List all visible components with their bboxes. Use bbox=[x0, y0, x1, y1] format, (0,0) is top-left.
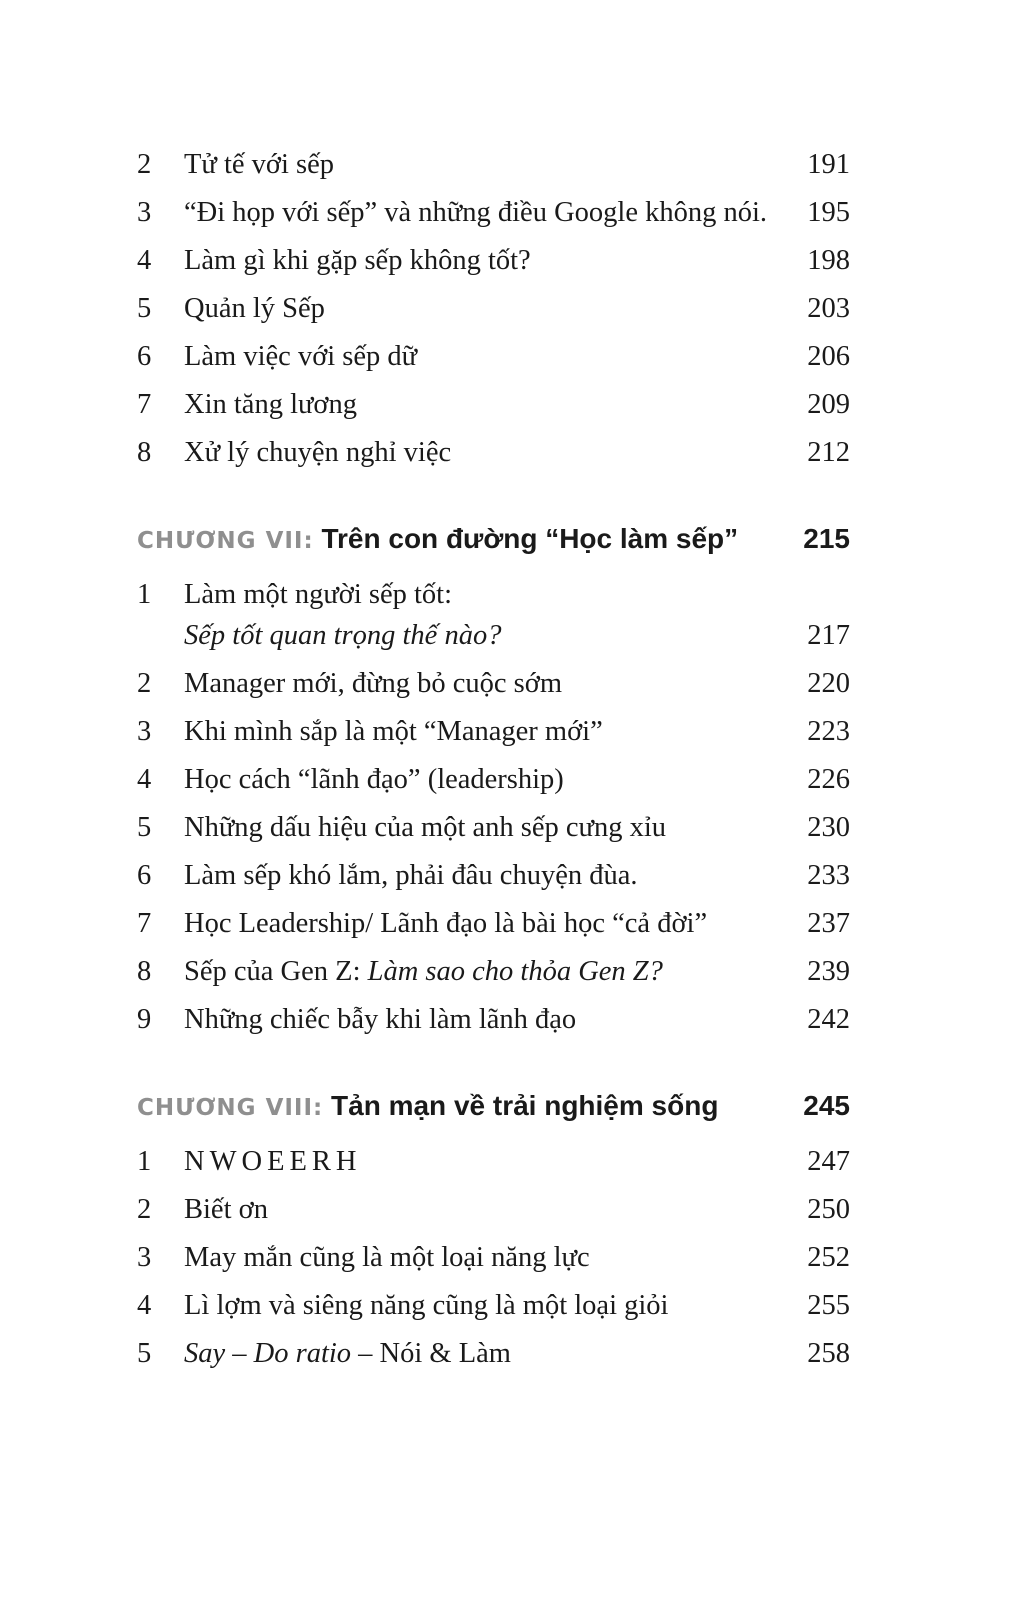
entry-number: 8 bbox=[137, 437, 152, 468]
entry-title: Học cách “lãnh đạo” (leadership) bbox=[184, 764, 564, 795]
toc-entry[interactable] bbox=[137, 333, 850, 381]
toc-entry[interactable] bbox=[137, 571, 850, 660]
entry-title bbox=[184, 1330, 511, 1378]
entry-page: 212 bbox=[807, 437, 850, 468]
entry-title bbox=[184, 948, 663, 996]
entry-number: 2 bbox=[137, 149, 152, 180]
chapter-title: Trên con đường “Học làm sếp” bbox=[321, 523, 739, 554]
entry-number: 3 bbox=[137, 1242, 152, 1273]
toc-entry[interactable] bbox=[137, 852, 850, 900]
entry-number: 2 bbox=[137, 1194, 152, 1225]
entry-number: 3 bbox=[137, 197, 152, 228]
toc-entry[interactable] bbox=[137, 1186, 850, 1234]
entry-number: 4 bbox=[137, 1290, 152, 1321]
entry-title: Tử tế với sếp bbox=[184, 149, 335, 180]
entry-title: Làm việc với sếp dữ bbox=[184, 341, 418, 372]
toc-entry[interactable] bbox=[137, 237, 850, 285]
entry-title: Xử lý chuyện nghỉ việc bbox=[184, 437, 452, 468]
entry-title: Lì lợm và siêng năng cũng là một loại giỏi bbox=[184, 1290, 669, 1321]
chapter-title: Tản mạn về trải nghiệm sống bbox=[331, 1090, 719, 1121]
entry-subtitle: Sếp tốt quan trọng thế nào? bbox=[184, 620, 502, 651]
entry-title: NWOEERH bbox=[184, 1146, 362, 1177]
entry-number: 4 bbox=[137, 764, 152, 795]
entry-title: May mắn cũng là một loại năng lực bbox=[184, 1242, 590, 1273]
toc-entry[interactable] bbox=[137, 1282, 850, 1330]
entry-page: 209 bbox=[807, 389, 850, 420]
entry-title: Khi mình sắp là một “Manager mới” bbox=[184, 716, 603, 747]
table-of-contents bbox=[137, 141, 850, 1378]
chapter-label: CHƯƠNG VIII: bbox=[137, 1095, 324, 1121]
entry-title-italic: Làm sao cho thỏa Gen Z? bbox=[367, 956, 663, 987]
entry-title: Làm gì khi gặp sếp không tốt? bbox=[184, 245, 531, 276]
toc-entry[interactable] bbox=[137, 708, 850, 756]
entry-page: 217 bbox=[807, 620, 850, 651]
entry-number: 6 bbox=[137, 860, 152, 891]
chapter-heading-7[interactable] bbox=[137, 515, 850, 563]
entry-page: 237 bbox=[807, 908, 850, 939]
entry-number: 5 bbox=[137, 293, 152, 324]
entry-title: Làm một người sếp tốt: bbox=[184, 579, 452, 610]
entry-page: 252 bbox=[807, 1242, 850, 1273]
entry-page: 239 bbox=[807, 956, 850, 987]
entry-title: Biết ơn bbox=[184, 1194, 268, 1225]
entry-page: 198 bbox=[807, 245, 850, 276]
chapter-heading-8[interactable] bbox=[137, 1082, 850, 1130]
entry-number: 7 bbox=[137, 908, 152, 939]
chapter-page: 245 bbox=[803, 1090, 850, 1121]
entry-page: 255 bbox=[807, 1290, 850, 1321]
toc-entry[interactable] bbox=[137, 189, 850, 237]
entry-title: Học Leadership/ Lãnh đạo là bài học “cả đời” bbox=[184, 908, 708, 939]
toc-entry[interactable] bbox=[137, 804, 850, 852]
entry-number: 2 bbox=[137, 668, 152, 699]
toc-entry[interactable] bbox=[137, 1234, 850, 1282]
entry-title: “Đi họp với sếp” và những điều Google không nói. bbox=[184, 197, 768, 228]
entry-number: 6 bbox=[137, 341, 152, 372]
entry-number: 9 bbox=[137, 1004, 152, 1035]
entry-title: Những dấu hiệu của một anh sếp cưng xỉu bbox=[184, 812, 667, 843]
entry-page: 220 bbox=[807, 668, 850, 699]
entry-number: 3 bbox=[137, 716, 152, 747]
entry-number: 4 bbox=[137, 245, 152, 276]
entry-number: 5 bbox=[137, 812, 152, 843]
entry-title: Làm sếp khó lắm, phải đâu chuyện đùa. bbox=[184, 860, 638, 891]
entry-title: Xin tăng lương bbox=[184, 389, 358, 420]
entry-number: 1 bbox=[137, 1146, 152, 1177]
entry-page: 247 bbox=[807, 1146, 850, 1177]
entry-title: Những chiếc bẫy khi làm lãnh đạo bbox=[184, 1004, 577, 1035]
toc-entry[interactable] bbox=[137, 996, 850, 1044]
entry-page: 203 bbox=[807, 293, 850, 324]
entry-number: 1 bbox=[137, 579, 152, 610]
entry-page: 242 bbox=[807, 1004, 850, 1035]
entry-number: 8 bbox=[137, 956, 152, 987]
entry-title-text: Sếp của Gen Z: bbox=[184, 956, 368, 987]
toc-entry[interactable] bbox=[137, 660, 850, 708]
toc-entry[interactable] bbox=[137, 1138, 850, 1186]
entry-title: Quản lý Sếp bbox=[184, 293, 325, 324]
entry-page: 191 bbox=[807, 149, 850, 180]
toc-entry[interactable] bbox=[137, 285, 850, 333]
chapter-label: CHƯƠNG VII: bbox=[137, 528, 314, 554]
entry-page: 230 bbox=[807, 812, 850, 843]
entry-page: 233 bbox=[807, 860, 850, 891]
entry-title-italic: Say – Do ratio bbox=[184, 1338, 352, 1369]
entry-page: 258 bbox=[807, 1338, 850, 1369]
entry-title: Manager mới, đừng bỏ cuộc sớm bbox=[184, 668, 563, 699]
entry-page: 206 bbox=[807, 341, 850, 372]
chapter-page: 215 bbox=[803, 523, 850, 554]
entry-number: 7 bbox=[137, 389, 152, 420]
toc-entry[interactable] bbox=[137, 1330, 850, 1378]
entry-page: 250 bbox=[807, 1194, 850, 1225]
entry-page: 223 bbox=[807, 716, 850, 747]
toc-entry[interactable] bbox=[137, 900, 850, 948]
entry-page: 226 bbox=[807, 764, 850, 795]
entry-number: 5 bbox=[137, 1338, 152, 1369]
toc-entry[interactable] bbox=[137, 756, 850, 804]
toc-entry[interactable] bbox=[137, 141, 850, 189]
toc-entry[interactable] bbox=[137, 948, 850, 996]
entry-title-text: – Nói & Làm bbox=[351, 1338, 511, 1369]
toc-entry[interactable] bbox=[137, 429, 850, 477]
toc-entry[interactable] bbox=[137, 381, 850, 429]
entry-page: 195 bbox=[807, 197, 850, 228]
